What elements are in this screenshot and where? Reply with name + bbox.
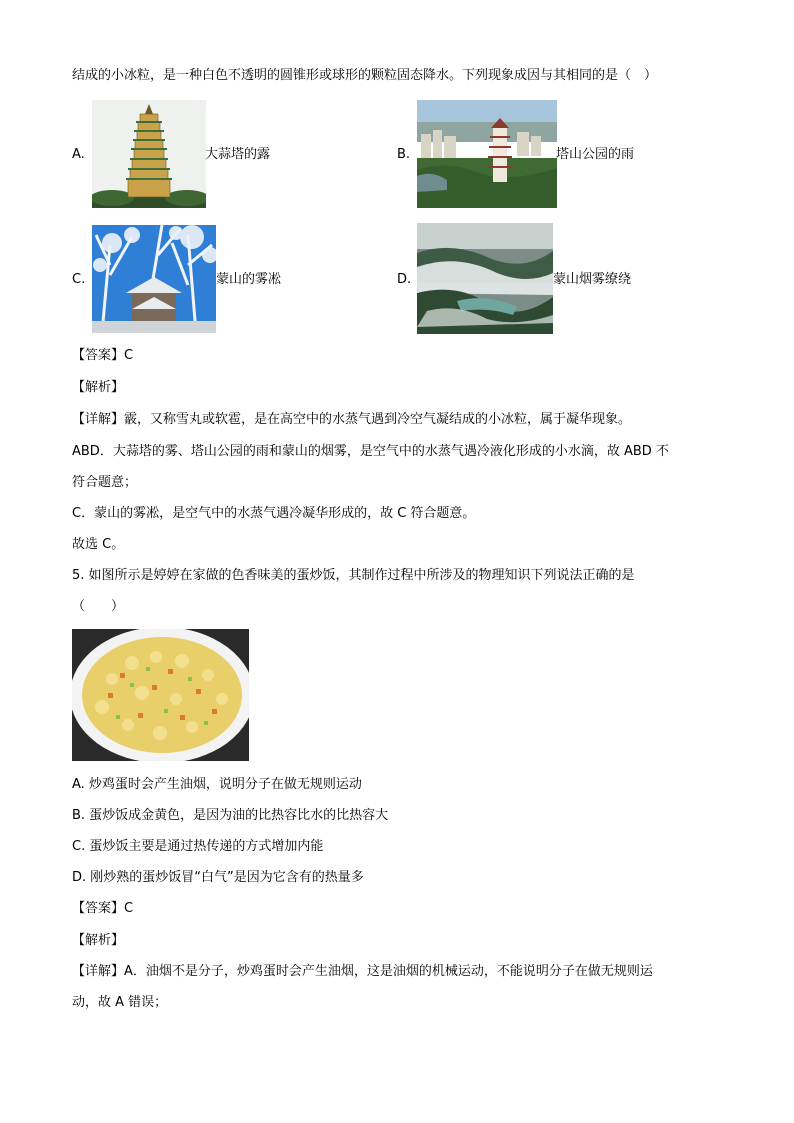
fried-rice-photo: [72, 629, 249, 761]
option-c-text: 蒙山的雾凇: [216, 272, 282, 287]
question-stem: 5. 如图所示是婷婷在家做的色香味美的蛋炒饭，其制作过程中所涉及的物理知识下列说法正确的是: [72, 568, 635, 583]
mountain-mist-photo: [417, 223, 553, 334]
option-d: D. 刚炒熟的蛋炒饭冒“白气”是因为它含有的热量多: [72, 870, 364, 885]
option-b-text: 塔山公园的雨: [556, 147, 635, 162]
detail-line: 【详解】霰，又称雪丸或软雹，是在高空中的水蒸气遇到冷空气凝结成的小冰粒，属于凝华现象。: [72, 412, 632, 427]
answer-label: 【答案】C: [72, 348, 134, 363]
park-tower-photo: [417, 100, 557, 208]
rime-frost-photo: [92, 225, 216, 333]
question-paren: （ ）: [72, 599, 125, 614]
option-c: C. 蛋炒饭主要是通过热传递的方式增加内能: [72, 839, 324, 854]
option-b-letter: B.: [397, 147, 411, 162]
analysis-label: 【解析】: [72, 380, 125, 395]
option-a-text: 大蒜塔的露: [205, 147, 271, 162]
detail-line: 动，故 A 错误；: [72, 995, 168, 1010]
option-d-letter: D.: [397, 272, 412, 287]
option-a-letter: A.: [72, 147, 85, 162]
option-a: A. 炒鸡蛋时会产生油烟，说明分子在做无规则运动: [72, 777, 362, 792]
detail-line: ABD．大蒜塔的雾、塔山公园的雨和蒙山的烟雾，是空气中的水蒸气遇冷液化形成的小水滴，故 ABD 不: [72, 444, 669, 459]
option-c-letter: C.: [72, 272, 86, 287]
detail-line: 【详解】A．油烟不是分子，炒鸡蛋时会产生油烟，这是油烟的机械运动，不能说明分子在做无规则运: [72, 964, 653, 979]
option-b: B. 蛋炒饭成金黄色，是因为油的比热容比水的比热容大: [72, 808, 389, 823]
option-d-text: 蒙山烟雾缭绕: [553, 272, 632, 287]
detail-line: C．蒙山的雾凇，是空气中的水蒸气遇冷凝华形成的，故 C 符合题意。: [72, 506, 476, 521]
analysis-label: 【解析】: [72, 933, 125, 948]
detail-line: 故选 C。: [72, 537, 125, 552]
answer-label: 【答案】C: [72, 901, 134, 916]
detail-line: 符合题意；: [72, 475, 138, 490]
question-stem: 结成的小冰粒，是一种白色不透明的圆锥形或球形的颗粒固态降水。下列现象成因与其相同的是（ ）: [72, 68, 658, 83]
pagoda-photo: [92, 100, 206, 208]
